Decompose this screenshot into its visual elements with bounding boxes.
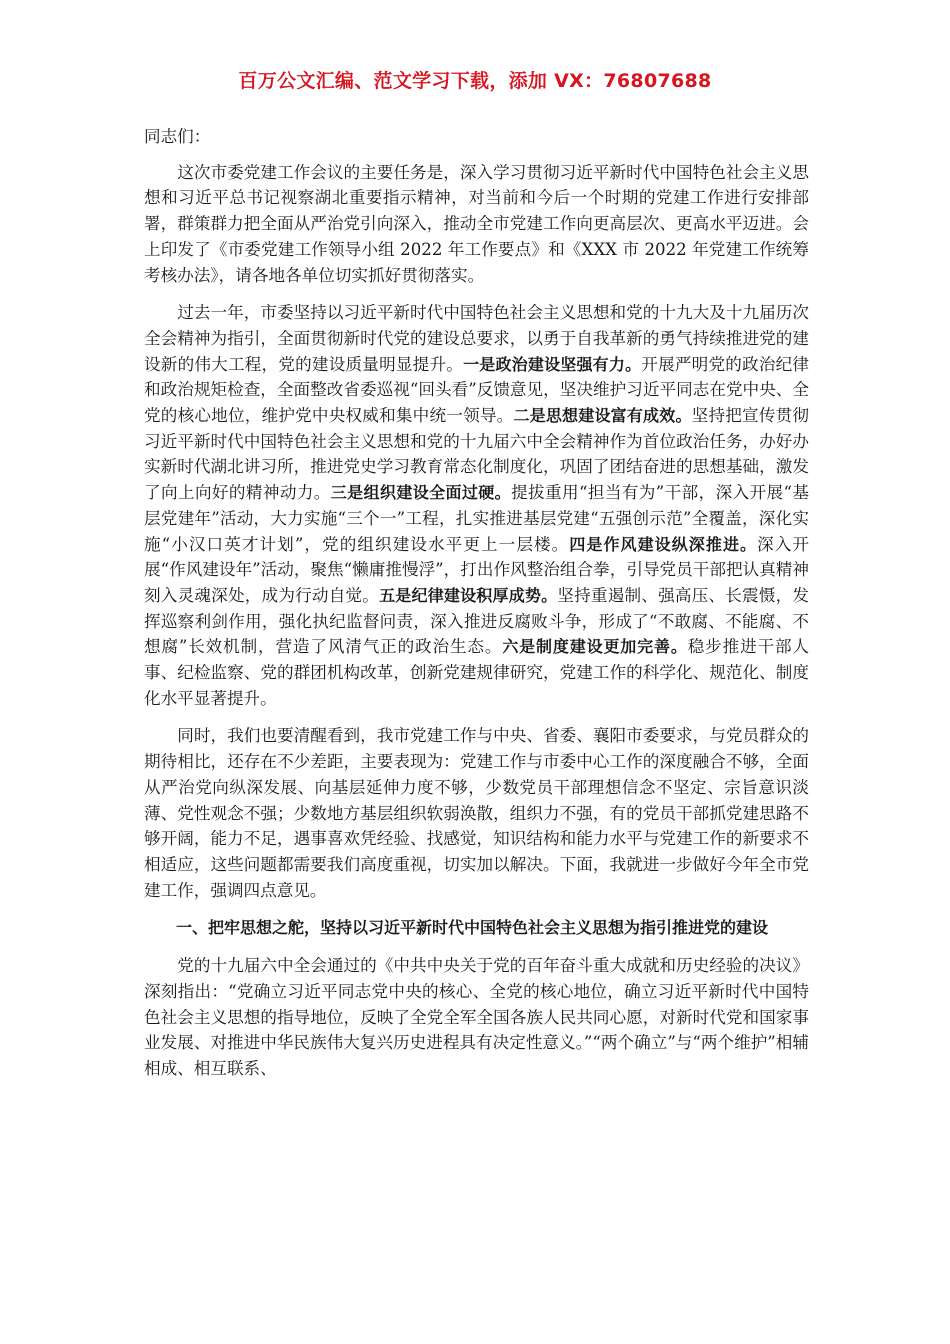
point-heading-organizational: 三是组织建设全面过硬。 xyxy=(330,483,512,503)
point-text-organizational: 提拔重用“担当有为”干部，深入开展“基层党建年”活动，大力实施“三个一”工程，扎实推进基层党建“五强创示范”全覆盖，深化实施“小汉口英才计划”，党的组织建设水平更上一层楼。 xyxy=(144,483,809,554)
point-heading-political: 一是政治建设坚强有力。 xyxy=(463,354,642,374)
point-text-discipline: 坚持重遏制、强高压、长震慑，发挥巡察利剑作用，强化执纪监督问责，深入推进反腐败斗争，形成了“不敢腐、不能腐、不想腐”长效机制，营造了风清气正的政治生态。 xyxy=(144,585,810,657)
paragraph-intro: 这次市委党建工作会议的主要任务是，深入学习贯彻习近平新时代中国特色社会主义思想和习近平总书记视察湖北重要指示精神，对当前和今后一个时期的党建工作进行安排部署，群策群力把全面从严治党引向深入，推动全市党建工作向更高层次、更高水平迈进。会上印发了《市委党建工作领导小组 2022 年工作要点》和《XXX 市 2022 年党建工作统筹考核办法》，请各地各单位切实抓好贯彻落实。 xyxy=(144,162,809,285)
paragraph-resolution: 党的十九届六中全会通过的《中共中央关于党的百年奋斗重大成就和历史经验的决议》深刻指出：“党确立习近平同志党中央的核心、全党的核心地位，确立习近平新时代中国特色社会主义思想的指导地位，反映了全党全军全国各族人民共同心愿，对新时代党和国家事业发展、对推进中华民族伟大复兴历史进程具有决定性意义。”“两个确立”与“两个维护”相辅相成、相互联系、 xyxy=(144,956,809,1078)
section-heading-1: 一、把牢思想之舵，坚持以习近平新时代中国特色社会主义思想为指引推进党的建设 xyxy=(176,918,769,938)
salutation: 同志们： xyxy=(144,127,211,146)
document-body xyxy=(144,124,809,1094)
point-heading-institutional: 六是制度建设更加完善。 xyxy=(502,637,688,657)
watermark-header: 百万公文汇编、范文学习下载，添加 VX：76807688 xyxy=(238,70,712,92)
paragraph-review xyxy=(144,300,809,711)
point-heading-ideological: 二是思想建设富有成效。 xyxy=(513,406,692,426)
point-heading-style: 四是作风建设纵深推进。 xyxy=(569,534,758,554)
point-heading-discipline: 五是纪律建设积厚成势。 xyxy=(379,585,558,605)
point-text-style: 深入开展“作风建设年”活动，聚焦“懒庸推慢浮”，打出作风整治组合拳，引导党员干部把认真精神刻入灵魂深处，成为行动自觉。 xyxy=(144,534,809,605)
point-text-political: 开展严明党的政治纪律和政治规矩检查，全面整改省委巡视“回头看”反馈意见，坚决维护习近平同志在党中央、全党的核心地位，维护党中央权威和集中统一领导。 xyxy=(144,354,810,426)
point-text-institutional: 稳步推进干部人事、纪检监察、党的群团机构改革，创新党建规律研究，党建工作的科学化、规范化、制度化水平显著提升。 xyxy=(144,637,810,708)
review-intro: 过去一年，市委坚持以习近平新时代中国特色社会主义思想和党的十九大及十九届历次全会精神为指引，全面贯彻新时代党的建设总要求，以勇于自我革新的勇气持续推进党的建设新的伟大工程，党的建设质量明显提升。 xyxy=(144,303,809,374)
paragraph-shortcomings: 同时，我们也要清醒看到，我市党建工作与中央、省委、襄阳市委要求，与党员群众的期待相比，还存在不少差距，主要表现为：党建工作与市委中心工作的深度融合不够，全面从严治党向纵深发展、向基层延伸力度不够，少数党员干部理想信念不坚定、宗旨意识淡薄、党性观念不强；少数地方基层组织软弱涣散，组织力不强，有的党员干部抓党建思路不够开阔，能力不足，遇事喜欢凭经验、找感觉，知识结构和能力水平与党建工作的新要求不相适应，这些问题都需要我们高度重视，切实加以解决。下面，我就进一步做好今年全市党建工作，强调四点意见。 xyxy=(144,726,809,900)
point-text-ideological: 坚持把宣传贯彻习近平新时代中国特色社会主义思想和党的十九届六中全会精神作为首位政治任务，办好办实新时代湖北讲习所，推进党史学习教育常态化制度化，巩固了团结奋进的思想基础，激发了向上向好的精神动力。 xyxy=(144,406,810,503)
